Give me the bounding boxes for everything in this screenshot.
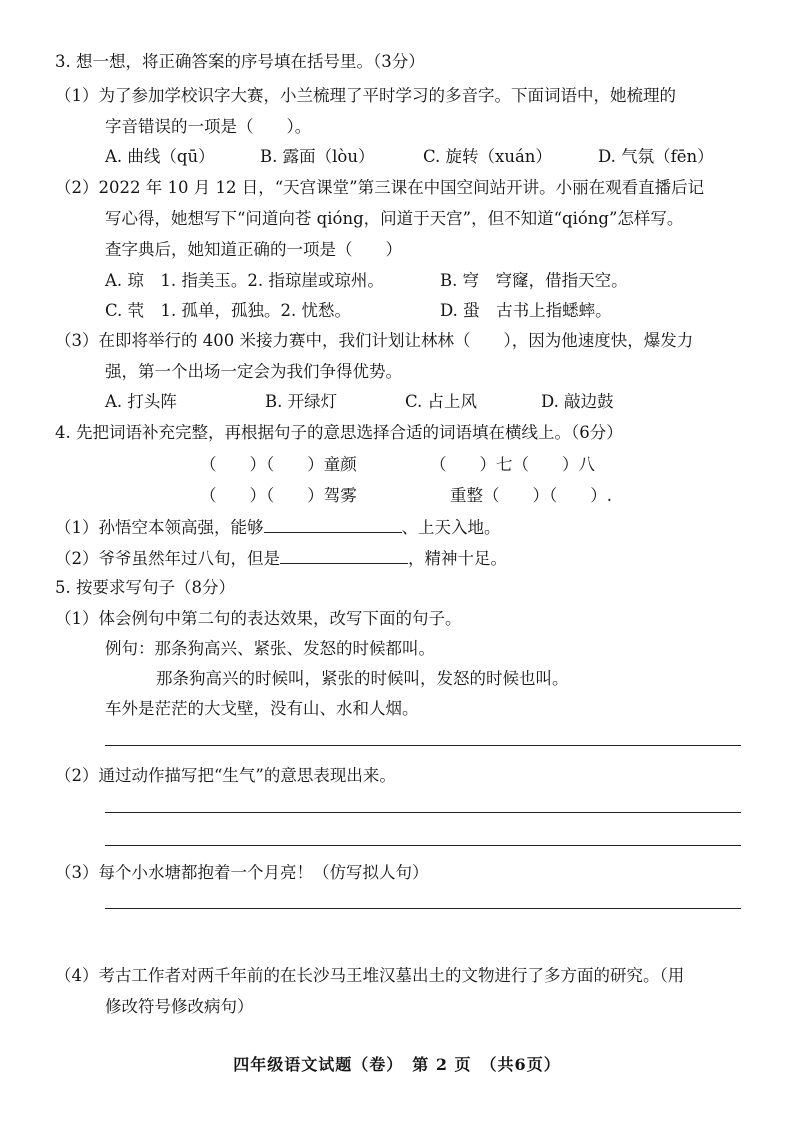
q4-s1-suffix: 、上天入地。 xyxy=(401,518,501,537)
q4-word-4: 重整（ ）（ ）. xyxy=(450,486,612,505)
q5-p1-example-2: 那条狗高兴的时候叫，紧张的时候叫，发怒的时候也叫。 xyxy=(156,669,569,688)
q5-p1-line1: （1）体会例句中第二句的表达效果，改写下面的句子。 xyxy=(55,609,462,628)
q5-p1-answer-line[interactable] xyxy=(105,745,741,746)
q5-p1-sentence: 车外是茫茫的大戈壁，没有山、水和人烟。 xyxy=(105,699,419,718)
q3-p3-line2: 强，第一个出场一定会为我们争得优势。 xyxy=(105,362,402,381)
q4-s1-prefix: （1）孙悟空本领高强，能够 xyxy=(55,518,264,537)
q3-p2-line3: 查字典后，她知道正确的一项是（ ） xyxy=(105,240,402,259)
q5-p1-example-1: 例句：那条狗高兴、紧张、发怒的时候都叫。 xyxy=(105,639,435,658)
q3-p1-option-b: B. 露面（lòu） xyxy=(260,147,375,166)
q5-p2-line1: （2）通过动作描写把“生气”的意思表现出来。 xyxy=(55,766,396,785)
q3-p1-line1: （1）为了参加学校识字大赛，小兰梳理了平时学习的多音字。下面词语中，她梳理的 xyxy=(55,86,676,105)
q5-p3-answer-line[interactable] xyxy=(105,908,741,909)
q3-p2-option-d: D. 蛩 古书上指蟋蟀。 xyxy=(440,301,612,320)
q5-p3-line1: （3）每个小水塘都抱着一个月亮！（仿写拟人句） xyxy=(55,863,429,882)
q4-s2-blank[interactable] xyxy=(280,547,408,564)
q4-word-1: （ ）（ ）童颜 xyxy=(200,455,357,474)
q3-p2-line1: （2）2022 年 10 月 12 日，“天宫课堂”第三课在中国空间站开讲。小丽在观看直播后记 xyxy=(55,178,705,197)
q3-p1-line2: 字音错误的一项是（ ）。 xyxy=(105,117,312,136)
q4-s1-blank[interactable] xyxy=(264,516,402,533)
q3-p3-option-c: C. 占上风 xyxy=(405,392,478,411)
q5-title: 5. 按要求写句子（8分） xyxy=(55,578,235,597)
q3-p2-option-a: A. 琼 1. 指美玉。2. 指琼崖或琼州。 xyxy=(105,271,384,290)
q5-p4-line1: （4）考古工作者对两千年前的在长沙马王堆汉墓出土的文物进行了多方面的研究。（用 xyxy=(55,966,685,985)
q3-p2-option-c: C. 茕 1. 孤单，孤独。2. 忧愁。 xyxy=(105,301,352,320)
q3-p2-line2: 写心得，她想写下“问道向苍 qióng，问道于天宫”，但不知道“qióng”怎样写。 xyxy=(105,209,684,228)
q3-p1-option-a: A. 曲线（qū） xyxy=(105,147,215,166)
q4-sentence-2 xyxy=(55,547,507,570)
q3-p1-option-c: C. 旋转（xuán） xyxy=(423,147,552,166)
q3-p1-option-d: D. 气氛（fēn） xyxy=(598,147,714,166)
q4-sentence-1 xyxy=(55,516,501,539)
page-footer: 四年级语文试题（卷） 第 2 页 （共6页） xyxy=(233,1055,561,1074)
q3-title: 3. 想一想，将正确答案的序号填在括号里。（3分） xyxy=(55,52,425,71)
q4-title: 4. 先把词语补充完整，再根据句子的意思选择合适的词语填在横线上。（6分） xyxy=(55,423,623,442)
q5-p2-answer-line-2[interactable] xyxy=(105,845,741,846)
q4-word-3: （ ）（ ）驾雾 xyxy=(200,486,357,505)
q3-p3-option-d: D. 敲边鼓 xyxy=(541,392,614,411)
q3-p3-option-b: B. 开绿灯 xyxy=(265,392,338,411)
q4-word-2: （ ）七（ ）八 xyxy=(430,455,595,474)
q4-s2-prefix: （2）爷爷虽然年过八旬，但是 xyxy=(55,549,280,568)
q3-p3-option-a: A. 打头阵 xyxy=(105,392,177,411)
q5-p4-line2: 修改符号修改病句） xyxy=(105,997,254,1016)
q4-s2-suffix: ，精神十足。 xyxy=(408,549,507,568)
q5-p2-answer-line-1[interactable] xyxy=(105,812,741,813)
q3-p3-line1: （3）在即将举行的 400 米接力赛中，我们计划让林林（ ），因为他速度快，爆发力 xyxy=(55,331,694,350)
q3-p2-option-b: B. 穹 穹窿，借指天空。 xyxy=(440,271,628,290)
